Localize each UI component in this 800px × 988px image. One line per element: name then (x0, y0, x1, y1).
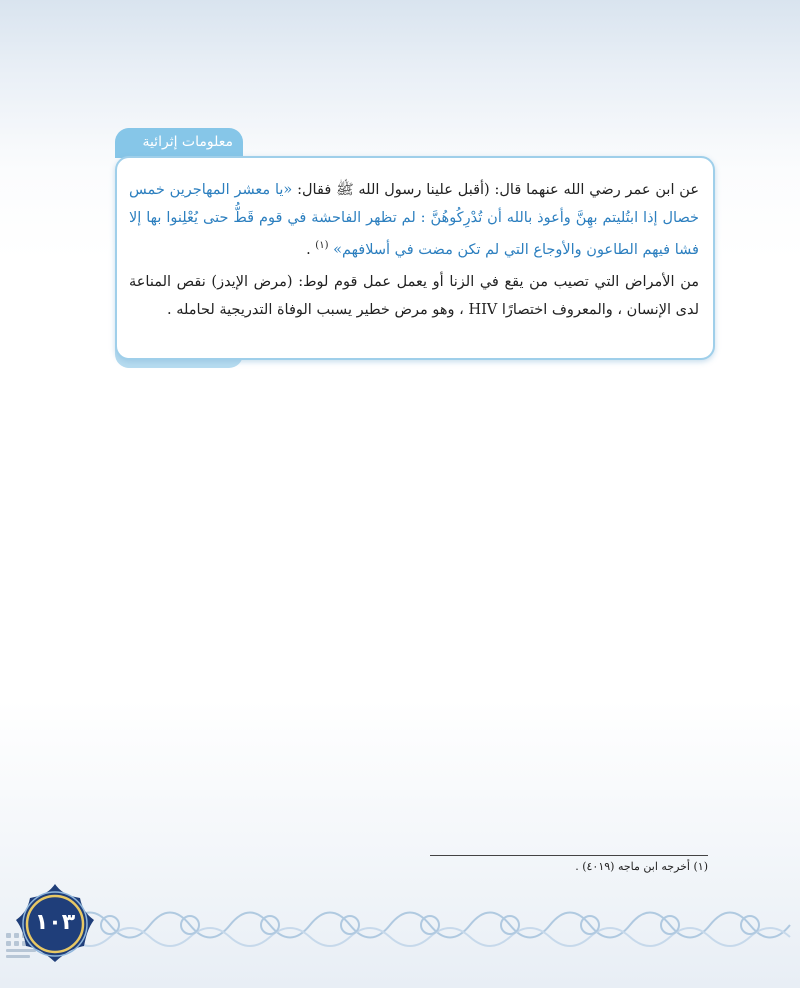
end-mark: . (306, 241, 311, 258)
decorative-ornament-strip (70, 895, 800, 955)
info-box-frame (115, 156, 715, 360)
footnote: (١) أخرجه ابن ماجه (٤٠١٩) . (575, 860, 708, 873)
hadith-paragraph (129, 176, 699, 264)
footnote-divider (430, 855, 708, 856)
page-number: ١٠٣ (34, 910, 76, 935)
info-box-title: معلومات إثرائية (142, 134, 233, 150)
info-box-tab (115, 128, 243, 158)
info-box-body (129, 176, 699, 324)
hadith-intro: عن ابن عمر رضي الله عنهما قال: (أقبل علينا رسول الله ﷺ فقال: (297, 182, 699, 198)
enrichment-info-box (115, 128, 715, 368)
footnote-reference: (١) (315, 240, 329, 251)
aids-paragraph: من الأمراض التي تصيب من يقع في الزنا أو يعمل عمل قوم لوط: (مرض الإيدز) نقص المناعة لدى الإنسان ، والمعروف اختصارًا HIV ، وهو مرض خطير يسبب الوفاة التدريجية لحامله . (129, 273, 699, 318)
hadith-quote: «يا معشر المهاجرين خمس خصال إذا ابتُليتم بهِنَّ وأعوذ بالله أن تُدْرِكُوهُنَّ : لم تظهر الفاحشة في قوم قَطُّ حتى يُعْلِنوا بها إلا فشا فيهم الطاعون والأوجاع التي لم تكن مضت في أسلافهم» (129, 182, 699, 258)
